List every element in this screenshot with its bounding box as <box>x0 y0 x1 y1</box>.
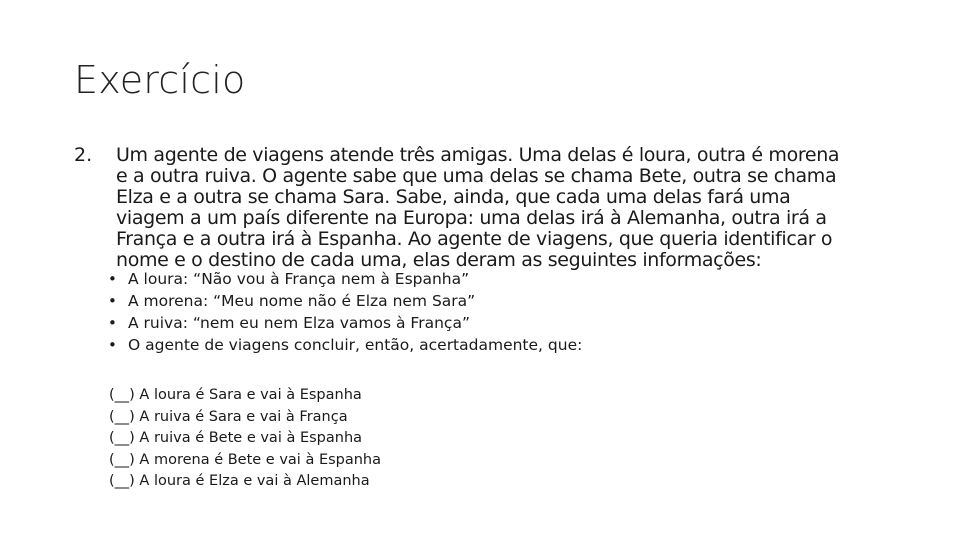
slide-title: Exercício <box>74 58 246 102</box>
question-line: viagem a um país diferente na Europa: uma delas irá à Alemanha, outra irá a <box>116 207 827 229</box>
question-text <box>116 145 886 271</box>
bullet-icon: • <box>108 314 117 332</box>
clue-text: O agente de viagens concluir, então, acertadamente, que: <box>128 336 583 354</box>
clue-item <box>108 268 582 290</box>
clue-text: A loura: “Não vou à França nem à Espanha” <box>128 270 470 288</box>
question-line: França e a outra irá à Espanha. Ao agente de viagens, que queria identificar o <box>116 228 833 250</box>
question-line: Um agente de viagens atende três amigas. Uma delas é loura, outra é morena <box>116 144 840 166</box>
bullet-icon: • <box>108 270 117 288</box>
answer-options <box>109 385 381 493</box>
question-number: 2. <box>74 144 93 166</box>
clue-text: A ruiva: “nem eu nem Elza vamos à França” <box>128 314 470 332</box>
question-line: e a outra ruiva. O agente sabe que uma delas se chama Bete, outra se chama <box>116 165 837 187</box>
answer-option: (__) A ruiva é Bete e vai à Espanha <box>109 430 363 446</box>
question-line: Elza e a outra se chama Sara. Sabe, ainda, que cada uma delas fará uma <box>116 186 791 208</box>
clue-item <box>108 312 582 334</box>
clue-list <box>108 268 582 356</box>
bullet-icon: • <box>108 336 117 354</box>
answer-option: (__) A loura é Sara e vai à Espanha <box>109 387 362 403</box>
question-line: nome e o destino de cada uma, elas deram as seguintes informações: <box>116 249 762 271</box>
clue-item <box>108 290 582 312</box>
clue-text: A morena: “Meu nome não é Elza nem Sara” <box>128 292 476 310</box>
answer-option: (__) A morena é Bete e vai à Espanha <box>109 451 382 468</box>
answer-option: (__) A loura é Elza e vai à Alemanha <box>109 473 370 489</box>
answer-option: (__) A ruiva é Sara e vai à França <box>109 408 348 425</box>
bullet-icon: • <box>108 292 117 310</box>
clue-item <box>108 334 582 356</box>
